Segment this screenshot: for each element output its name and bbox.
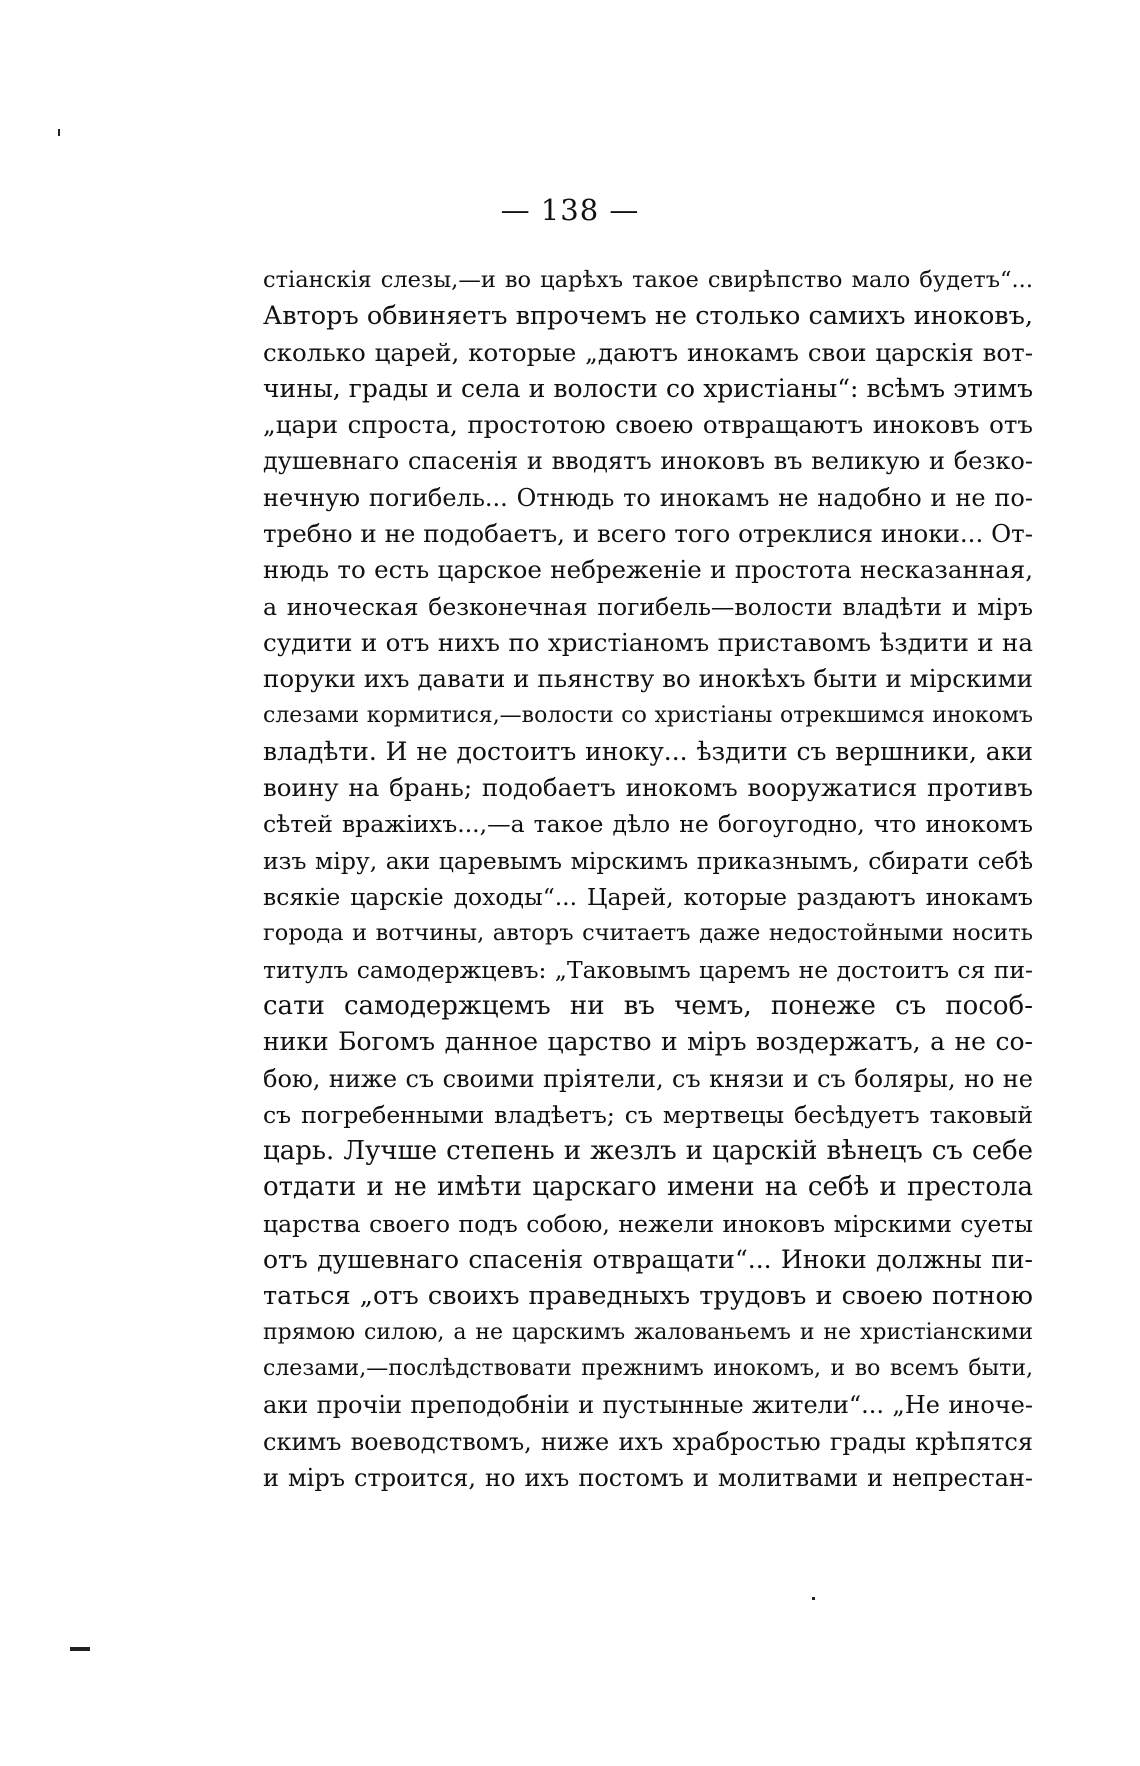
text-line: сколько царей, которые „даютъ инокамъ свои царскія вот- (263, 337, 1033, 367)
page-number: — 138 — (500, 193, 640, 227)
text-line: отъ душевнаго спасенія отвращати“... Иноки должны пи- (263, 1245, 1033, 1275)
text-line: и міръ строится, но ихъ постомъ и молитвами и непрестан- (263, 1463, 1033, 1492)
text-line: а иноческая безконечная погибель—волости владѣти и міръ (263, 592, 1033, 621)
text-line: отдати и не имѣти царскаго имени на себѣ и престола (263, 1172, 1033, 1203)
text-line: „цари спроста, простотою своею отвращаютъ иноковъ отъ (263, 410, 1033, 440)
text-line: ники Богомъ данное царство и міръ воздержатъ, а не со- (263, 1027, 1033, 1057)
text-line: скимъ воеводствомъ, ниже ихъ храбростью грады крѣпятся (263, 1427, 1033, 1456)
text-line: нюдь то есть царское небреженіе и простота несказанная, (263, 555, 1033, 585)
text-line: титулъ самодержцевъ: „Таковымъ царемъ не достоитъ ся пи- (263, 955, 1033, 984)
text-line: слезами кормитися,—волости со христіаны отрекшимся инокомъ (263, 702, 1033, 728)
text-line: таться „отъ своихъ праведныхъ трудовъ и своею потною (263, 1281, 1033, 1312)
text-line: сати самодержцемъ ни въ чемъ, понеже съ пособ- (263, 990, 1033, 1021)
text-line: бою, ниже съ своими пріятели, съ князи и съ боляры, но не (263, 1064, 1033, 1093)
text-line: нечную погибель... Отнюдь то инокамъ не надобно и не по- (263, 483, 1033, 512)
scan-edge-mark (70, 1647, 90, 1651)
text-line: судити и отъ нихъ по христіаномъ приставомъ ѣздити и на (263, 627, 1033, 657)
text-line: воину на брань; подобаетъ инокомъ вооружатися противъ (263, 773, 1033, 803)
text-line: сѣтей вражіихъ...,—а такое дѣло не богоугодно, что инокомъ (263, 810, 1033, 839)
text-line: прямою силою, а не царскимъ жалованьемъ и не христіанскими (263, 1319, 1033, 1345)
text-line: поруки ихъ давати и пьянству во инокѣхъ быти и мірскими (263, 664, 1033, 694)
body-text (263, 262, 1033, 1496)
text-line: города и вотчины, авторъ считаетъ даже недостойными носить (263, 920, 1033, 947)
text-line: слезами,—послѣдствовати прежнимъ инокомъ, и во всемъ быти, (263, 1355, 1033, 1381)
text-line: изъ міру, аки царевымъ мірскимъ приказнымъ, сбирати себѣ (263, 846, 1033, 875)
text-line: чины, грады и села и волости со христіаны“: всѣмъ этимъ (263, 373, 1033, 403)
scan-speck (812, 1597, 815, 1600)
text-line: царства своего подъ собою, нежели иноковъ мірскими суеты (263, 1209, 1033, 1238)
text-line: владѣти. И не достоитъ иноку... ѣздити съ вершники, аки (263, 736, 1033, 766)
text-line: всякіе царскіе доходы“... Царей, которые раздаютъ инокамъ (263, 883, 1033, 912)
text-line: аки прочіи преподобніи и пустынные жители“... „Не иноче- (263, 1391, 1033, 1420)
text-line: съ погребенными владѣетъ; съ мертвецы бесѣдуетъ таковый (263, 1100, 1033, 1129)
text-line: Авторъ обвиняетъ впрочемъ не столько самихъ иноковъ, (263, 301, 1033, 332)
text-line: требно и не подобаетъ, и всего того отреклися иноки... От- (263, 519, 1033, 549)
text-line: царь. Лучше степень и жезлъ и царскій вѣнецъ съ себе (263, 1136, 1033, 1167)
text-line: душевнаго спасенія и вводятъ иноковъ въ великую и безко- (263, 447, 1033, 476)
text-line: стіанскія слезы,—и во царѣхъ такое свирѣпство мало будетъ“... (263, 267, 1033, 293)
scan-speck (58, 129, 60, 136)
